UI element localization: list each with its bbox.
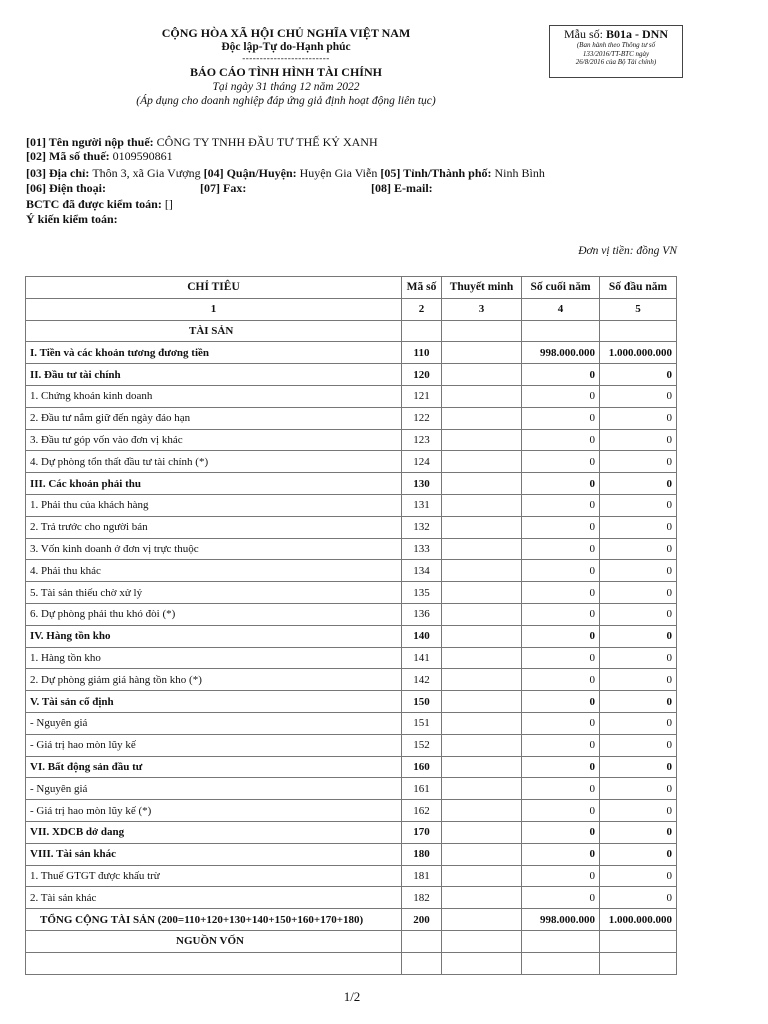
row-year-end-value: 0 — [522, 669, 600, 691]
header-note: Thuyết minh — [442, 277, 522, 299]
total-label: TỔNG CỘNG TÀI SẢN (200=110+120+130+140+150+160+170+180) — [26, 909, 402, 931]
row-note — [442, 385, 522, 407]
email-label: [08] E-mail: — [371, 181, 433, 195]
district-label: [04] Quận/Huyện: — [203, 166, 300, 180]
balance-sheet-table — [25, 276, 677, 975]
row-note — [442, 451, 522, 473]
form-code-label: Mẫu số: — [564, 27, 606, 41]
row-label: 1. Chứng khoán kinh doanh — [26, 385, 402, 407]
row-year-end-value: 0 — [522, 385, 600, 407]
separator-line: ------------------------- — [242, 53, 330, 63]
form-code: B01a - DNN — [606, 27, 668, 41]
table-row — [26, 473, 677, 495]
table-row — [26, 385, 677, 407]
row-year-begin-value: 0 — [600, 821, 677, 843]
row-label: - Giá trị hao mòn lũy kế — [26, 734, 402, 756]
row-note — [442, 603, 522, 625]
table-row — [26, 669, 677, 691]
audited-line — [26, 197, 173, 211]
row-note — [442, 342, 522, 364]
row-year-end-value: 0 — [522, 734, 600, 756]
taxcode-label: [02] Mã số thuế: — [26, 149, 113, 163]
row-year-begin-value: 0 — [600, 451, 677, 473]
row-code: 160 — [402, 756, 442, 778]
row-label: - Nguyên giá — [26, 712, 402, 734]
row-year-begin-value: 0 — [600, 800, 677, 822]
report-date: Tại ngày 31 tháng 12 năm 2022 — [212, 81, 360, 93]
row-note — [442, 407, 522, 429]
row-label: 6. Dự phòng phải thu khó đòi (*) — [26, 603, 402, 625]
row-label: 2. Dự phòng giảm giá hàng tồn kho (*) — [26, 669, 402, 691]
applicability-note: (Áp dụng cho doanh nghiệp đáp ứng giả định hoạt động liên tục) — [136, 95, 436, 107]
phone-label: [06] Điện thoại: — [26, 181, 106, 195]
assets-section-title: TÀI SẢN — [26, 320, 402, 342]
row-year-end-value: 0 — [522, 582, 600, 604]
table-row — [26, 494, 677, 516]
row-year-end-value: 0 — [522, 843, 600, 865]
row-year-end-value: 0 — [522, 407, 600, 429]
table-row — [26, 778, 677, 800]
table-row — [26, 865, 677, 887]
row-code: 123 — [402, 429, 442, 451]
audit-opinion-label: Ý kiến kiểm toán: — [26, 212, 118, 226]
row-label: 2. Tài sản khác — [26, 887, 402, 909]
assets-section-row — [26, 320, 677, 342]
row-code: 136 — [402, 603, 442, 625]
table-row — [26, 342, 677, 364]
row-year-begin-value: 0 — [600, 603, 677, 625]
table-row — [26, 451, 677, 473]
row-code: 170 — [402, 821, 442, 843]
row-year-end-value: 0 — [522, 516, 600, 538]
row-year-begin-value: 0 — [600, 669, 677, 691]
row-code: 135 — [402, 582, 442, 604]
row-code: 151 — [402, 712, 442, 734]
capital-section-title: NGUỒN VỐN — [26, 930, 402, 952]
row-note — [442, 625, 522, 647]
row-label: II. Đầu tư tài chính — [26, 364, 402, 386]
row-year-end-value: 0 — [522, 778, 600, 800]
row-label: 3. Vốn kinh doanh ở đơn vị trực thuộc — [26, 538, 402, 560]
header-year-begin: Số đầu năm — [600, 277, 677, 299]
row-year-end-value: 0 — [522, 603, 600, 625]
table-row — [26, 364, 677, 386]
row-year-begin-value: 1.000.000.000 — [600, 342, 677, 364]
district-value: Huyện Gia Viễn — [299, 166, 381, 180]
row-year-begin-value: 0 — [600, 887, 677, 909]
currency-unit-note: Đơn vị tiền: đồng VN — [578, 245, 677, 257]
column-index: 1 — [26, 298, 402, 320]
total-code: 200 — [402, 909, 442, 931]
row-label: 1. Phải thu của khách hàng — [26, 494, 402, 516]
audited-label: BCTC đã được kiểm toán: — [26, 197, 165, 211]
row-code: 130 — [402, 473, 442, 495]
row-label: VII. XDCB dở dang — [26, 821, 402, 843]
row-label: 4. Dự phòng tổn thất đầu tư tài chính (*) — [26, 451, 402, 473]
row-year-begin-value: 0 — [600, 473, 677, 495]
row-code: 134 — [402, 560, 442, 582]
table-row — [26, 407, 677, 429]
row-code: 120 — [402, 364, 442, 386]
row-code: 132 — [402, 516, 442, 538]
row-label: 1. Thuế GTGT được khấu trừ — [26, 865, 402, 887]
row-note — [442, 712, 522, 734]
address-label: [03] Địa chỉ: — [26, 166, 93, 180]
row-label: 5. Tài sản thiếu chờ xử lý — [26, 582, 402, 604]
total-assets-row — [26, 909, 677, 931]
row-year-end-value: 0 — [522, 473, 600, 495]
motto: Độc lập-Tự do-Hạnh phúc — [221, 41, 351, 53]
row-label: - Nguyên giá — [26, 778, 402, 800]
table-row — [26, 625, 677, 647]
table-row — [26, 603, 677, 625]
taxpayer-line — [26, 135, 378, 149]
nation-title: CỘNG HÒA XÃ HỘI CHỦ NGHĨA VIỆT NAM — [161, 26, 411, 40]
row-year-end-value: 0 — [522, 494, 600, 516]
form-code-box — [549, 25, 683, 78]
row-year-end-value: 0 — [522, 712, 600, 734]
row-year-end-value: 0 — [522, 538, 600, 560]
column-index-row — [26, 298, 677, 320]
address-value: Thôn 3, xã Gia Vượng — [92, 166, 204, 180]
row-year-end-value: 0 — [522, 800, 600, 822]
row-year-end-value: 0 — [522, 756, 600, 778]
row-year-end-value: 0 — [522, 865, 600, 887]
row-note — [442, 865, 522, 887]
row-year-begin-value: 0 — [600, 756, 677, 778]
row-year-begin-value: 0 — [600, 843, 677, 865]
row-note — [442, 494, 522, 516]
row-label: 4. Phải thu khác — [26, 560, 402, 582]
table-header-row — [26, 277, 677, 299]
table-row — [26, 647, 677, 669]
row-year-begin-value: 0 — [600, 494, 677, 516]
address-line — [26, 166, 545, 180]
header-year-end: Số cuối năm — [522, 277, 600, 299]
table-continuation-row — [26, 952, 677, 974]
province-label: [05] Tỉnh/Thành phố: — [380, 166, 495, 180]
row-code: 161 — [402, 778, 442, 800]
row-year-begin-value: 0 — [600, 691, 677, 713]
form-note-2: 133/2016/TT-BTC ngày — [582, 49, 650, 58]
table-row — [26, 582, 677, 604]
row-note — [442, 473, 522, 495]
row-year-begin-value: 0 — [600, 560, 677, 582]
table-row — [26, 538, 677, 560]
capital-section-row — [26, 930, 677, 952]
taxpayer-label: [01] Tên người nộp thuế: — [26, 135, 157, 149]
row-code: 122 — [402, 407, 442, 429]
taxcode-line — [26, 149, 173, 163]
row-code: 142 — [402, 669, 442, 691]
form-note-3: 26/8/2016 của Bộ Tài chính) — [575, 58, 657, 66]
row-note — [442, 887, 522, 909]
row-year-end-value: 0 — [522, 625, 600, 647]
row-year-end-value: 0 — [522, 887, 600, 909]
row-label: - Giá trị hao mòn lũy kế (*) — [26, 800, 402, 822]
row-note — [442, 843, 522, 865]
taxpayer-value: CÔNG TY TNHH ĐẦU TƯ THẾ KỶ XANH — [156, 135, 378, 149]
row-label: 1. Hàng tồn kho — [26, 647, 402, 669]
table-row — [26, 821, 677, 843]
row-code: 152 — [402, 734, 442, 756]
row-code: 141 — [402, 647, 442, 669]
row-note — [442, 560, 522, 582]
table-row — [26, 516, 677, 538]
report-title: BÁO CÁO TÌNH HÌNH TÀI CHÍNH — [190, 65, 382, 79]
row-label: 3. Đầu tư góp vốn vào đơn vị khác — [26, 429, 402, 451]
row-year-begin-value: 0 — [600, 647, 677, 669]
table-row — [26, 560, 677, 582]
audited-value: [] — [164, 197, 173, 211]
row-note — [442, 821, 522, 843]
column-index: 5 — [600, 298, 677, 320]
row-year-end-value: 0 — [522, 647, 600, 669]
row-label: 2. Trả trước cho người bán — [26, 516, 402, 538]
table-row — [26, 887, 677, 909]
row-code: 124 — [402, 451, 442, 473]
form-note-1: (Ban hành theo Thông tư số — [576, 41, 656, 49]
row-year-begin-value: 0 — [600, 538, 677, 560]
row-year-begin-value: 0 — [600, 407, 677, 429]
row-note — [442, 691, 522, 713]
row-note — [442, 669, 522, 691]
row-year-begin-value: 0 — [600, 778, 677, 800]
row-note — [442, 516, 522, 538]
province-value: Ninh Bình — [494, 166, 545, 180]
row-note — [442, 756, 522, 778]
row-label: IV. Hàng tồn kho — [26, 625, 402, 647]
row-note — [442, 429, 522, 451]
row-year-begin-value: 0 — [600, 429, 677, 451]
column-index: 3 — [442, 298, 522, 320]
row-note — [442, 778, 522, 800]
table-row — [26, 429, 677, 451]
row-code: 180 — [402, 843, 442, 865]
row-year-begin-value: 0 — [600, 582, 677, 604]
row-year-end-value: 0 — [522, 429, 600, 451]
row-label: I. Tiền và các khoản tương đương tiền — [26, 342, 402, 364]
table-row — [26, 843, 677, 865]
header-code: Mã số — [402, 277, 442, 299]
table-row — [26, 734, 677, 756]
table-row — [26, 712, 677, 734]
row-year-begin-value: 0 — [600, 364, 677, 386]
row-code: 133 — [402, 538, 442, 560]
fax-label: [07] Fax: — [200, 181, 247, 195]
column-index: 4 — [522, 298, 600, 320]
table-row — [26, 756, 677, 778]
table-row — [26, 800, 677, 822]
row-label: VIII. Tài sản khác — [26, 843, 402, 865]
total-year-begin: 1.000.000.000 — [600, 909, 677, 931]
row-year-begin-value: 0 — [600, 516, 677, 538]
row-note — [442, 647, 522, 669]
page-number: 1/2 — [343, 989, 361, 1004]
row-year-end-value: 0 — [522, 364, 600, 386]
row-year-end-value: 0 — [522, 821, 600, 843]
row-year-begin-value: 0 — [600, 712, 677, 734]
row-code: 131 — [402, 494, 442, 516]
table-row — [26, 691, 677, 713]
row-code: 182 — [402, 887, 442, 909]
row-code: 140 — [402, 625, 442, 647]
row-year-end-value: 998.000.000 — [522, 342, 600, 364]
row-note — [442, 800, 522, 822]
row-year-end-value: 0 — [522, 451, 600, 473]
row-note — [442, 538, 522, 560]
row-note — [442, 734, 522, 756]
total-year-end: 998.000.000 — [522, 909, 600, 931]
row-code: 162 — [402, 800, 442, 822]
row-code: 121 — [402, 385, 442, 407]
row-label: VI. Bất động sản đầu tư — [26, 756, 402, 778]
header-indicator: CHỈ TIÊU — [26, 277, 402, 299]
row-year-end-value: 0 — [522, 560, 600, 582]
row-code: 181 — [402, 865, 442, 887]
total-note — [442, 909, 522, 931]
row-code: 150 — [402, 691, 442, 713]
row-year-end-value: 0 — [522, 691, 600, 713]
row-label: V. Tài sản cố định — [26, 691, 402, 713]
row-code: 110 — [402, 342, 442, 364]
column-index: 2 — [402, 298, 442, 320]
row-label: III. Các khoản phải thu — [26, 473, 402, 495]
row-year-begin-value: 0 — [600, 734, 677, 756]
taxcode-value: 0109590861 — [112, 149, 173, 163]
row-note — [442, 364, 522, 386]
row-note — [442, 582, 522, 604]
row-label: 2. Đầu tư nắm giữ đến ngày đáo hạn — [26, 407, 402, 429]
report-header — [26, 26, 546, 108]
row-year-begin-value: 0 — [600, 865, 677, 887]
row-year-begin-value: 0 — [600, 385, 677, 407]
row-year-begin-value: 0 — [600, 625, 677, 647]
